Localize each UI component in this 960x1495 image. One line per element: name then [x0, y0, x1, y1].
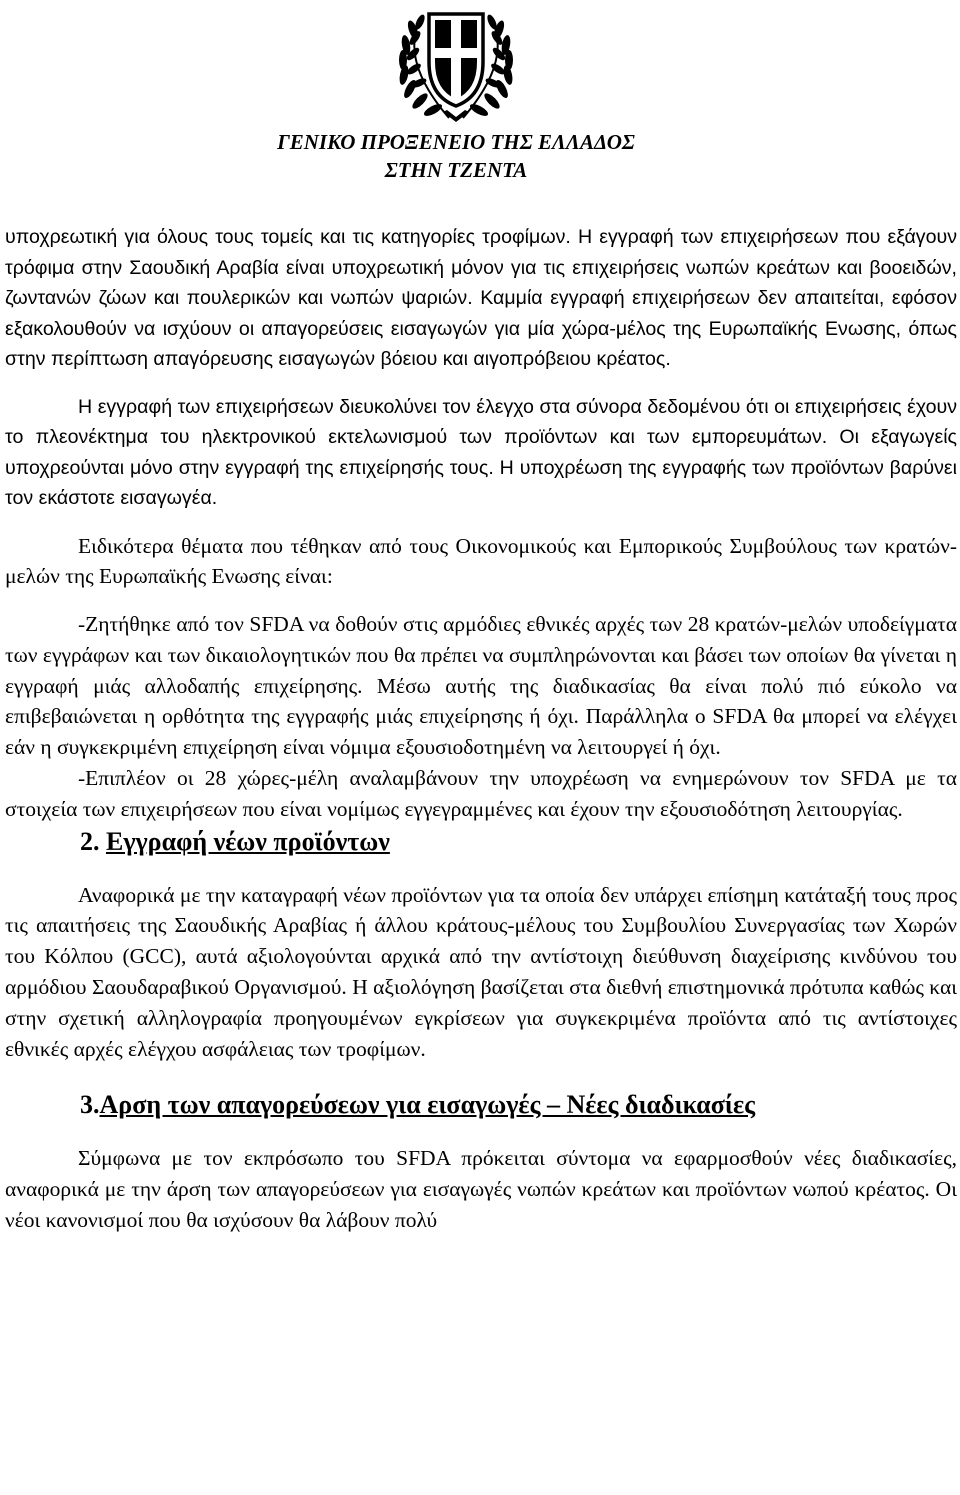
- section-heading: [5, 1088, 957, 1122]
- section-title: Αρση των απαγορεύσεων για εισαγωγές – Νέες διαδικασίες: [99, 1090, 756, 1120]
- paragraph: -Επιπλέον οι 28 χώρες-μέλη αναλαμβάνουν την υποχρέωση να ενημερώνουν τον SFDA με τα στοιχεία των επιχειρήσεων που είναι νομίμως εγγεγραμμένες και έχουν την εξουσιοδότηση λειτουργίας.: [5, 766, 957, 821]
- section-number: 3.: [80, 1090, 100, 1120]
- coat-of-arms-icon: [391, 0, 521, 126]
- paragraph: υποχρεωτική για όλους τους τομείς και τις κατηγορίες τροφίμων. Η εγγραφή των επιχειρήσεων που εξάγουν τρόφιμα στην Σαουδική Αραβία είναι υποχρεωτική μόνον για τις επιχειρήσεις νωπών κρεάτων και βοοειδών, ζωντανών ζώων και πουλερικών και νωπών ψαριών. Καμμία εγγραφή επιχειρήσεων δεν απαιτείται, εφόσον εξακολουθούν να ισχύουν οι απαγορεύσεις εισαγωγών για μία χώρα-μέλος της Ευρωπαϊκής Ενωσης, όπως στην περίπτωση απαγόρευσης εισαγωγών βόειου και αιγοπρόβειου κρέατος.: [5, 226, 957, 370]
- paragraph: -Ζητήθηκε από τον SFDA να δοθούν στις αρμόδιες εθνικές αρχές των 28 κρατών-μελών υποδείγματα των εγγράφων και των δικαιολογητικών που θα πρέπει να συμπληρώνονται και βάσει των οποίων θα γίνεται η εγγραφή μιάς αλλοδαπής επιχείρησης. Μέσω αυτής της διαδικασίας θα είναι πολύ πιό εύκολο να επιβεβαιώνεται η ορθότητα της εγγραφής μιάς επιχείρησης ή όχι. Παράλληλα ο SFDA θα μπορεί να ελέγχει εάν η συγκεκριμένη επιχείρηση είναι νόμιμα εξουσιοδοτημένη να λειτουργεί ή όχι.: [5, 612, 957, 760]
- section-heading: [5, 825, 957, 859]
- paragraph: Η εγγραφή των επιχειρήσεων διευκολύνει τον έλεγχο στα σύνορα δεδομένου ότι οι επιχειρήσεις έχουν το πλεονέκτημα του ηλεκτρονικού εκτελωνισμού των προϊόντων και των εμπορευμάτων. Οι εξαγωγείς υποχρεούνται μόνο στην εγγραφή της επιχείρησής τους. Η υποχρέωση της εγγραφής των προϊόντων βαρύνει τον εκάστοτε εισαγωγέα.: [5, 395, 957, 509]
- section-number: 2.: [80, 826, 100, 856]
- letterhead: [0, 0, 960, 184]
- paragraph: Ειδικότερα θέματα που τέθηκαν από τους Οικονομικούς και Εμπορικούς Συμβούλους των κρατών-μελών της Ευρωπαϊκής Ενωσης είναι:: [5, 533, 957, 589]
- paragraph: Αναφορικά με την καταγραφή νέων προϊόντων για τα οποία δεν υπάρχει επίσημη κατάταξή τους προς τις απαιτήσεις της Σαουδικής Αραβίας ή άλλου κράτους-μέλους του Συμβουλίου Συνεργασίας των Χωρών του Κόλπου (GCC), αυτά αξιολογούνται αρχικά από την αντίστοιχη διεύθυνση διαχείρισης κινδύνου του αρμόδιου Σαουδαραβικού Οργανισμού. Η αξιολόγηση βασίζεται στα διεθνή επιστημονικά πρότυπα καθώς και στην σχετική αλληλογραφία προηγουμένων εγκρίσεων για συγκεκριμένα προϊόντα από τις αντίστοιχες εθνικές αρχές ελέγχου ασφάλειας των τροφίμων.: [5, 882, 957, 1061]
- section-title: Εγγραφή νέων προϊόντων: [106, 826, 390, 856]
- document-body: [5, 222, 957, 1236]
- paragraph: Σύμφωνα με τον εκπρόσωπο του SFDA πρόκειται σύντομα να εφαρμοσθούν νέες διαδικασίες, αναφορικά με την άρση των απαγορεύσεων για εισαγωγές νωπών κρεάτων και προϊόντων νωπού κρέατος. Οι νέοι κανονισμοί που θα ισχύσουν θα λάβουν πολύ: [5, 1146, 957, 1233]
- consulate-name: ΓΕΝΙΚΟ ΠΡΟΞΕΝΕΙΟ ΤΗΣ ΕΛΛΑΔΟΣ: [277, 130, 635, 154]
- consulate-city: ΣΤΗΝ ΤΖΕΝΤΑ: [384, 158, 528, 182]
